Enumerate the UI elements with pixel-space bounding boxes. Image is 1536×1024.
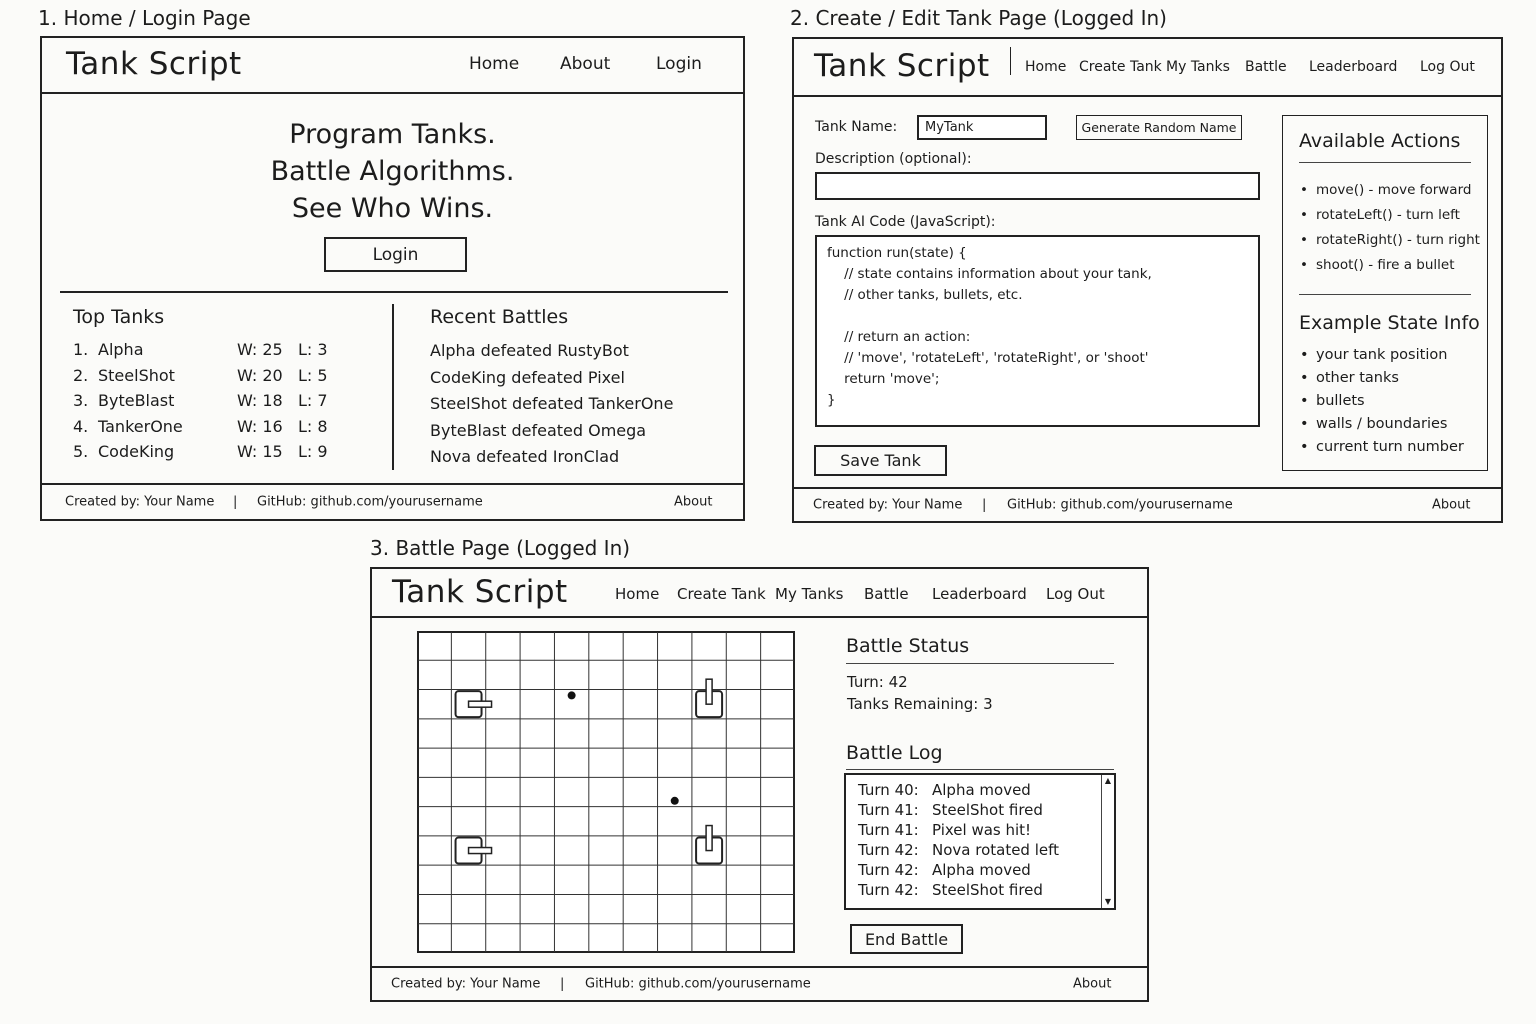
nav-about[interactable]: About (560, 54, 611, 74)
tank-wins: W: 18 (237, 391, 283, 410)
mockup-label-home: 1. Home / Login Page (38, 6, 251, 30)
save-tank-button[interactable]: Save Tank (814, 445, 947, 476)
recent-battle-item[interactable]: Alpha defeated RustyBot (430, 341, 629, 360)
hero-line-2: Battle Algorithms. (270, 156, 515, 187)
site-footer (42, 483, 743, 519)
help-sidebar (1282, 115, 1488, 471)
footer-about-link[interactable]: About (1432, 497, 1471, 513)
nav-home[interactable]: Home (469, 54, 520, 74)
tank-rank: 2. (73, 365, 89, 385)
end-battle-button[interactable]: End Battle (850, 924, 963, 954)
arena-border (418, 632, 794, 952)
battle-arena-grid[interactable] (417, 631, 795, 953)
footer-separator: | (233, 494, 238, 510)
nav-home[interactable]: Home (615, 585, 660, 603)
battle-status-title: Battle Status (846, 635, 970, 657)
log-underline (846, 769, 1114, 770)
battle-log-box[interactable] (844, 773, 1116, 910)
nav-create-tank[interactable]: Create Tank (677, 585, 766, 603)
log-turn: Turn 42: (858, 881, 919, 899)
recent-battle-item[interactable]: Nova defeated IronClad (430, 447, 620, 466)
arena-grid-lines (418, 632, 794, 952)
tank-rank: 1. (73, 340, 89, 359)
footer-about-link[interactable]: About (1073, 976, 1112, 992)
action-item: • rotateRight() - turn right (1300, 228, 1480, 253)
mockup-label-battle: 3. Battle Page (Logged In) (370, 536, 631, 560)
hero-line-1: Program Tanks. (289, 119, 496, 150)
footer-github-link[interactable]: GitHub: github.com/yourusername (257, 494, 483, 510)
home-page-frame (40, 36, 745, 521)
state-info-item: • bullets (1300, 390, 1464, 413)
log-turn: Turn 42: (858, 861, 919, 879)
nav-my-tanks[interactable]: My Tanks (1166, 59, 1230, 75)
example-state-list (1300, 344, 1464, 459)
nav-create-tank[interactable]: Create Tank (1079, 59, 1162, 75)
action-item: • rotateLeft() - turn left (1300, 203, 1480, 228)
mockup-label-create: 2. Create / Edit Tank Page (Logged In) (790, 6, 1167, 30)
tank-losses: L: 5 (298, 365, 328, 385)
tank-barrel (706, 679, 712, 704)
log-entry (858, 781, 1031, 799)
log-entry (858, 881, 1043, 899)
tanks-remaining-label: Tanks Remaining: (847, 695, 979, 713)
description-label: Description (optional): (815, 151, 972, 167)
state-info-item: • your tank position (1300, 344, 1464, 367)
log-turn: Turn 40: (858, 781, 919, 799)
action-item: • shoot() - fire a bullet (1300, 253, 1480, 278)
log-entry (858, 841, 1059, 859)
recent-battle-item[interactable]: CodeKing defeated Pixel (430, 367, 625, 387)
log-event: SteelShot fired (932, 881, 1043, 899)
nav-battle[interactable]: Battle (864, 585, 909, 603)
footer-created-by: Created by: Your Name (813, 497, 963, 513)
scroll-up-icon[interactable]: ▲ (1104, 776, 1112, 785)
brand-logo[interactable]: Tank Script (66, 46, 242, 82)
log-turn: Turn 42: (858, 841, 919, 859)
available-actions-list (1300, 178, 1480, 278)
tank-name: Alpha (98, 340, 144, 359)
tank-rank: 3. (73, 391, 89, 410)
footer-separator: | (982, 497, 987, 513)
bullet-icon (671, 797, 679, 805)
nav-login[interactable]: Login (656, 54, 702, 74)
log-turn: Turn 41: (858, 801, 919, 819)
section-divider (60, 291, 728, 293)
log-entry (858, 821, 1031, 839)
site-footer (794, 487, 1501, 521)
tank-name: SteelShot (98, 365, 175, 385)
code-editor[interactable]: function run(state) { // state contains information about your tank, // other tanks, bullets, etc. // return an action: // 'move', 'rotateLeft', 'rotateRight', or 'shoot' return 'move'; } (815, 235, 1260, 427)
top-tanks-title: Top Tanks (73, 306, 165, 328)
tank-losses: L: 9 (298, 442, 328, 461)
log-entry (858, 801, 1043, 819)
tank-barrel (469, 701, 492, 707)
tank-wins: W: 16 (237, 416, 283, 436)
battle-log-title: Battle Log (846, 742, 943, 764)
log-event: Pixel was hit! (932, 821, 1032, 839)
footer-created-by: Created by: Your Name (391, 976, 541, 992)
nav-home[interactable]: Home (1025, 59, 1067, 75)
tank-losses: L: 3 (298, 340, 328, 359)
tank-wins: W: 25 (237, 340, 283, 359)
tank-name-input[interactable] (917, 115, 1047, 140)
code-label: Tank AI Code (JavaScript): (815, 214, 996, 230)
available-actions-title: Available Actions (1299, 130, 1461, 152)
scroll-down-icon[interactable]: ▼ (1104, 897, 1112, 906)
nav-log-out[interactable]: Log Out (1046, 585, 1105, 603)
login-button[interactable]: Login (324, 237, 467, 272)
battle-log-scrollbar[interactable] (1101, 775, 1114, 908)
log-event: Alpha moved (932, 781, 1031, 799)
footer-github-link[interactable]: GitHub: github.com/yourusername (1007, 497, 1233, 513)
tanks-remaining-readout (847, 695, 993, 713)
nav-separator (1010, 47, 1011, 75)
footer-separator: | (560, 976, 565, 992)
log-event: SteelShot fired (932, 801, 1043, 819)
nav-my-tanks[interactable]: My Tanks (775, 585, 844, 603)
tank-name: TankerOne (98, 416, 183, 436)
turn-value: 42 (888, 673, 908, 691)
state-info-item: • current turn number (1300, 436, 1464, 459)
tanks-remaining-value: 3 (983, 695, 993, 713)
action-item: • move() - move forward (1300, 178, 1480, 203)
recent-battle-item[interactable]: SteelShot defeated TankerOne (430, 394, 674, 413)
footer-about-link[interactable]: About (674, 494, 713, 510)
site-header (794, 39, 1501, 97)
recent-battles-title: Recent Battles (430, 306, 569, 328)
log-entry (858, 861, 1031, 879)
example-state-title: Example State Info (1299, 312, 1480, 334)
sidebar-divider (1299, 294, 1471, 295)
tank-barrel (469, 848, 492, 854)
generate-random-name-button[interactable]: Generate Random Name (1076, 115, 1242, 140)
tank-losses: L: 7 (298, 391, 328, 410)
create-page-frame (792, 37, 1503, 523)
tank-wins: W: 15 (237, 442, 283, 461)
description-input[interactable] (815, 172, 1260, 200)
tank-name: ByteBlast (98, 391, 175, 410)
recent-battle-item[interactable]: ByteBlast defeated Omega (430, 420, 647, 440)
nav-leaderboard[interactable]: Leaderboard (932, 585, 1027, 603)
log-event: Nova rotated left (932, 841, 1060, 859)
status-underline (846, 663, 1114, 664)
nav-leaderboard[interactable]: Leaderboard (1309, 59, 1398, 75)
actions-underline (1299, 162, 1471, 163)
log-event: Alpha moved (932, 861, 1031, 879)
hero-line-3: See Who Wins. (291, 193, 494, 224)
site-footer (372, 966, 1147, 1000)
state-info-item: • walls / boundaries (1300, 413, 1464, 436)
column-divider (392, 304, 394, 470)
tank-wins: W: 20 (237, 365, 283, 385)
site-header (42, 38, 743, 94)
log-turn: Turn 41: (858, 821, 919, 839)
footer-github-link[interactable]: GitHub: github.com/yourusername (585, 976, 811, 992)
site-header (372, 569, 1147, 618)
tank-rank: 5. (73, 442, 89, 461)
tank-barrel (706, 826, 712, 851)
hero-tagline (42, 116, 743, 227)
nav-log-out[interactable]: Log Out (1420, 59, 1475, 75)
battle-page-frame (370, 567, 1149, 1002)
brand-logo[interactable]: Tank Script (392, 574, 568, 610)
tank-rank: 4. (73, 416, 89, 436)
tank-name: CodeKing (98, 442, 175, 461)
tank-losses: L: 8 (298, 416, 328, 436)
nav-battle[interactable]: Battle (1245, 59, 1287, 75)
footer-created-by: Created by: Your Name (65, 494, 215, 510)
turn-label: Turn: (847, 673, 884, 691)
bullet-icon (568, 691, 576, 699)
turn-readout (847, 673, 908, 691)
state-info-item: • other tanks (1300, 367, 1464, 390)
tank-name-label: Tank Name: (815, 119, 898, 135)
brand-logo[interactable]: Tank Script (814, 48, 990, 84)
